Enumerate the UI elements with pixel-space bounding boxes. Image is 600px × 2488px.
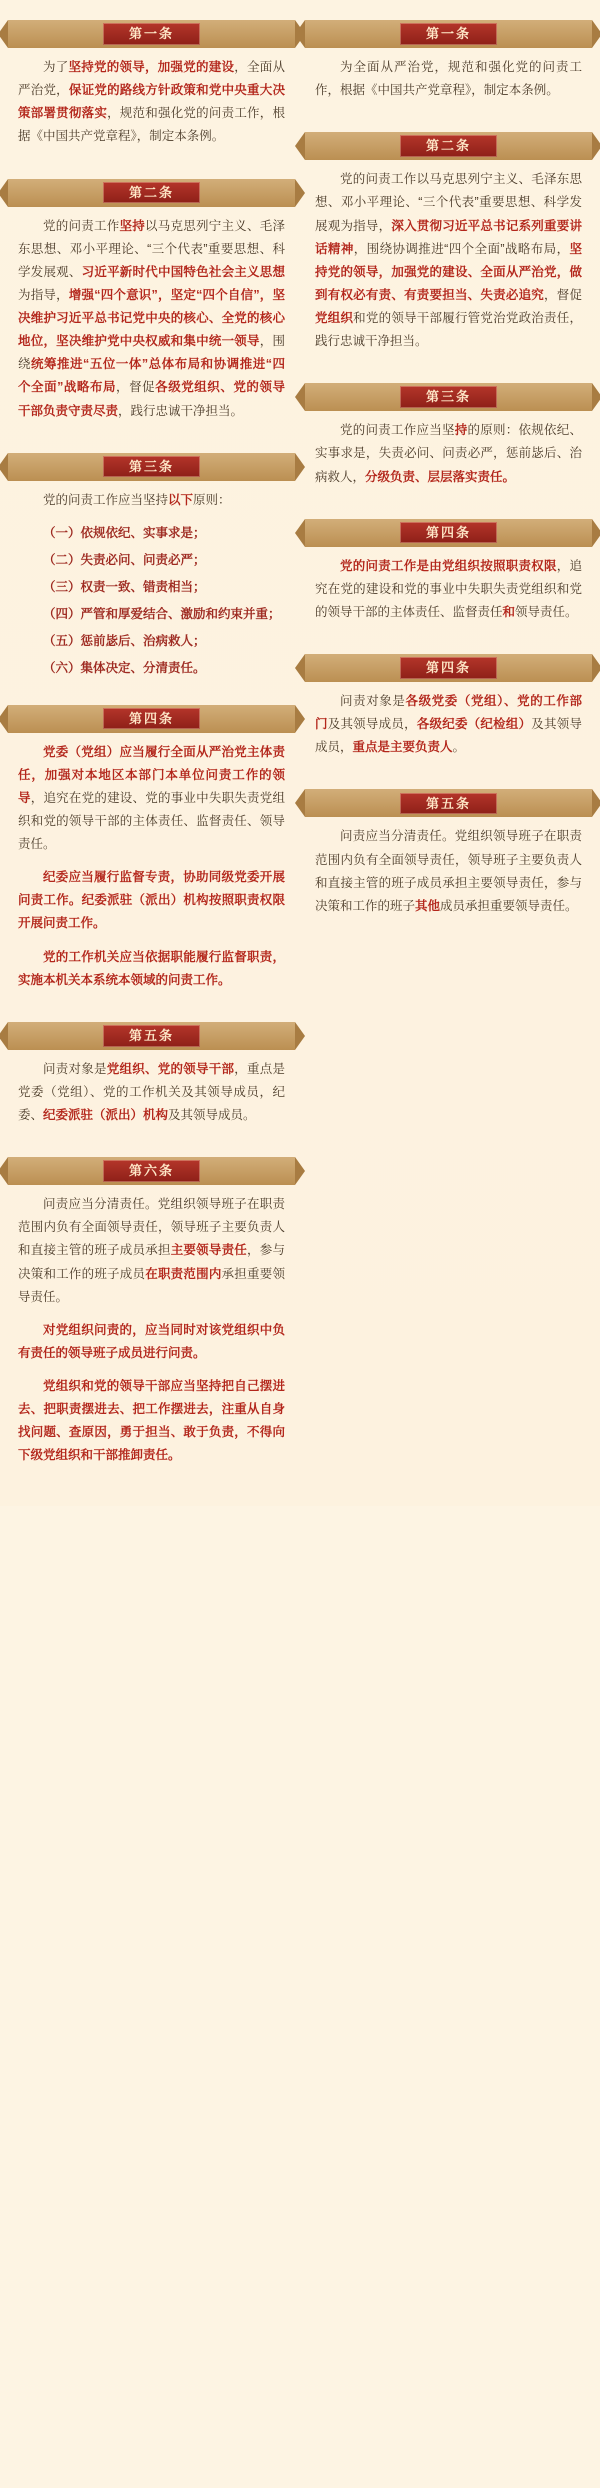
section-banner <box>305 132 592 160</box>
body-text: ，追究在党的建设和党的事业中失职失责党组织和党的领导干部的主体责任、监督责任 <box>315 558 582 619</box>
list-item: （六）集体决定、分清责任。 <box>43 661 206 676</box>
body-text: 原则： <box>193 492 231 507</box>
section-body <box>8 739 295 1008</box>
emphasis-text: 党组织、党的领导干部 <box>106 1061 235 1076</box>
emphasis-text: 重点是主要负责人 <box>352 740 453 755</box>
body-text: 成员承担重要领导责任。 <box>440 898 578 913</box>
emphasis-text: 各级纪委（纪检组） <box>416 717 532 732</box>
emphasis-text: 深入贯彻习近平总书记系列重要讲话精神 <box>315 218 582 256</box>
section-body <box>8 1191 295 1483</box>
section-banner-label: 第四条 <box>103 708 200 730</box>
paragraph <box>315 56 582 102</box>
body-text: 党的问责工作以马克思列宁主义、毛泽东思想、邓小平理论、“三个代表”重要思想、科学发展观为指导， <box>315 172 582 233</box>
body-text: 承担重要领导责任。 <box>18 1266 285 1304</box>
section-body <box>8 213 295 439</box>
section-banner <box>305 519 592 547</box>
emphasis-text: 对党组织问责的，应当同时对该党组织中负有责任的领导班子成员进行问责。 <box>18 1322 285 1360</box>
emphasis-text: 统筹推进“五位一体”总体布局和协调推进“四个全面”战略布局 <box>18 357 285 395</box>
list-item: （二）失责必问、问责必严； <box>43 552 206 567</box>
paragraph <box>18 1375 285 1468</box>
body-text: 问责对象是 <box>43 1061 107 1076</box>
body-text: 及其领导成员。 <box>168 1108 256 1122</box>
emphasis-text: 各级党组织、党的领导干部 <box>18 380 285 418</box>
emphasis-text: 保证党的路线方针政策和党中央重大决策部署贯彻落实 <box>18 83 285 121</box>
body-text: 问责应当分清责任。党组织领导班子在职责范围内负有全面领导责任，领导班子主要负责人和直接主管的班子成员承担主要领导责任，参与决策和工作的班子 <box>315 829 582 913</box>
body-text: 党的问责工作 <box>43 218 120 233</box>
section-banner <box>305 789 592 817</box>
section-banner-label: 第三条 <box>400 386 497 408</box>
section-body <box>8 487 295 691</box>
emphasis-text: 以下 <box>168 492 194 507</box>
section-body <box>305 688 592 775</box>
paragraph <box>18 489 285 512</box>
section-body <box>305 54 592 118</box>
body-text: 问责应当分清责任。党组织领导班子在职责范围内负有全面领导责任，领导班子主要负责人和直接主管的班子成员承担 <box>18 1197 285 1258</box>
section-banner <box>8 20 295 48</box>
section-banner <box>8 705 295 733</box>
emphasis-text: 持 <box>454 423 468 438</box>
body-text: ，追究在党的建设、党的事业中失职失责党组织和党的领导干部的主体责任、监督责任、领导责任。 <box>18 790 285 851</box>
emphasis-text: 分级负责、层层落实责任。 <box>365 469 516 484</box>
paragraph <box>315 555 582 624</box>
body-text: ，重点是党委（党组）、党的工作机关及其领导成员，纪委、 <box>18 1061 285 1122</box>
paragraph <box>315 690 582 759</box>
section-banner-label: 第四条 <box>400 522 497 544</box>
section-body <box>305 166 592 369</box>
paragraph <box>18 56 285 149</box>
body-text: 领导责任。 <box>515 604 578 619</box>
section-banner-label: 第六条 <box>103 1160 200 1182</box>
emphasis-text: 党组织和党的领导干部应当坚持把自己摆进去、把职责摆进去、把工作摆进去，注重从自身找问题、查原因，勇于担当、敢于负责，不得向下级党组织和干部推卸责任。 <box>18 1379 285 1463</box>
body-text: ，督促 <box>116 380 156 395</box>
list-item: （三）权责一致、错责相当； <box>43 580 206 594</box>
emphasis-text: 坚持 <box>119 218 145 233</box>
paragraph <box>315 168 582 353</box>
left-column <box>8 10 295 1488</box>
body-text: 。 <box>452 740 466 755</box>
body-text: ，围绕 <box>18 334 285 372</box>
section-body <box>8 1056 295 1143</box>
body-text: 和党的领导干部履行管党治党政治责任，践行忠诚干净担当。 <box>315 311 582 349</box>
body-text: 党的问责工作应当坚持 <box>43 492 169 507</box>
list-item: （五）惩前毖后、治病救人； <box>43 634 206 649</box>
section-banner <box>8 179 295 207</box>
emphasis-text: 负责守责尽责 <box>43 403 119 418</box>
emphasis-text: 习近平新时代中国特色社会主义思想 <box>81 264 285 279</box>
section-banner <box>8 453 295 481</box>
two-column-layout <box>8 10 592 1488</box>
paragraph <box>18 741 285 857</box>
paragraph <box>18 1193 285 1309</box>
paragraph <box>18 946 285 992</box>
emphasis-text: 党的问责工作是由党组织按照职责权限 <box>340 558 557 573</box>
body-text: 及其领导成员， <box>315 717 582 755</box>
emphasis-text: 其他 <box>415 898 441 913</box>
section-banner-label: 第一条 <box>103 23 200 45</box>
section-banner <box>305 383 592 411</box>
paragraph <box>315 419 582 488</box>
body-text: 的原则：依规依纪、实事求是，失责必问、问责必严，惩前毖后、治病救人， <box>315 423 582 484</box>
body-text: ，参与决策和工作的班子成员 <box>18 1243 285 1281</box>
body-text: ，践行忠诚干净担当。 <box>118 403 244 418</box>
section-body <box>305 417 592 504</box>
list-item: （四）严管和厚爱结合、激励和约束并重； <box>43 607 281 622</box>
section-banner-label: 第五条 <box>400 793 497 815</box>
section-banner <box>8 1157 295 1185</box>
paragraph <box>315 825 582 918</box>
paragraph <box>18 1058 285 1127</box>
emphasis-text: 纪委派驻（派出）机构 <box>43 1108 169 1122</box>
body-text: ，围绕协调推进“四个全面”战略布局， <box>353 241 570 256</box>
emphasis-text: 坚持党的领导，加强党的建设、全面从严治党，做到有权必有责、有责要担当、失责必追究 <box>315 241 582 302</box>
body-text: 为指导， <box>18 287 69 302</box>
section-body <box>305 553 592 640</box>
emphasis-text: 党委（党组）应当履行全面从严治党主体责任，加强对本地区本部门本单位问责工作的领导 <box>18 744 285 805</box>
section-body <box>305 823 592 934</box>
emphasis-text: 在职责范围内 <box>145 1266 222 1281</box>
body-text: 为了 <box>43 60 69 74</box>
emphasis-text: 党组织 <box>315 311 354 325</box>
emphasis-text: 纪委应当履行监督专责，协助同级党委开展问责工作。纪委派驻（派出）机构按照职责权限开展问责工作。 <box>18 870 285 931</box>
emphasis-text: 增强“四个意识”，坚定“四个自信”，坚决维护习近平总书记党中央的核心、全党的核心地位，坚决维护党中央权威和集中统一领导 <box>18 287 285 349</box>
emphasis-text: 和 <box>502 604 516 619</box>
body-text: ，规范和强化党的问责工作，根据《中国共产党章程》，制定本条例。 <box>18 106 285 144</box>
emphasis-text: 党的工作机关应当依据职能履行监督职责，实施本机关本系统本领域的问责工作。 <box>18 949 285 987</box>
body-text: ，全面从严治党， <box>18 60 285 98</box>
section-banner-label: 第四条 <box>400 657 497 679</box>
body-text: 及其领导成员， <box>327 717 417 732</box>
section-banner-label: 第二条 <box>103 182 200 204</box>
section-body <box>8 54 295 165</box>
body-text: 问责对象是 <box>340 694 406 708</box>
body-text: ，督促 <box>544 287 582 302</box>
paragraph <box>18 866 285 935</box>
body-text: 为全面从严治党，规范和强化党的问责工作，根据《中国共产党章程》，制定本条例。 <box>315 60 582 98</box>
section-banner-label: 第三条 <box>103 456 200 478</box>
paragraph <box>18 1319 285 1365</box>
emphasis-text: 坚持党的领导，加强党的建设 <box>68 60 235 74</box>
list-item: （一）依规依纪、实事求是； <box>43 525 206 540</box>
section-banner <box>305 20 592 48</box>
body-text: 以马克思列宁主义、毛泽东思想、邓小平理论、“三个代表”重要思想、科学发展观、 <box>18 218 285 279</box>
paragraph <box>18 215 285 423</box>
right-column <box>305 10 592 938</box>
emphasis-text: 各级党委（党组）、党的工作部门 <box>315 694 582 732</box>
section-banner <box>8 1022 295 1050</box>
section-banner-label: 第二条 <box>400 135 497 157</box>
section-banner <box>305 654 592 682</box>
body-text: 党的问责工作应当坚 <box>340 423 455 438</box>
emphasis-text: 主要领导责任 <box>170 1243 248 1258</box>
section-banner-label: 第一条 <box>400 23 497 45</box>
section-banner-label: 第五条 <box>103 1025 200 1047</box>
